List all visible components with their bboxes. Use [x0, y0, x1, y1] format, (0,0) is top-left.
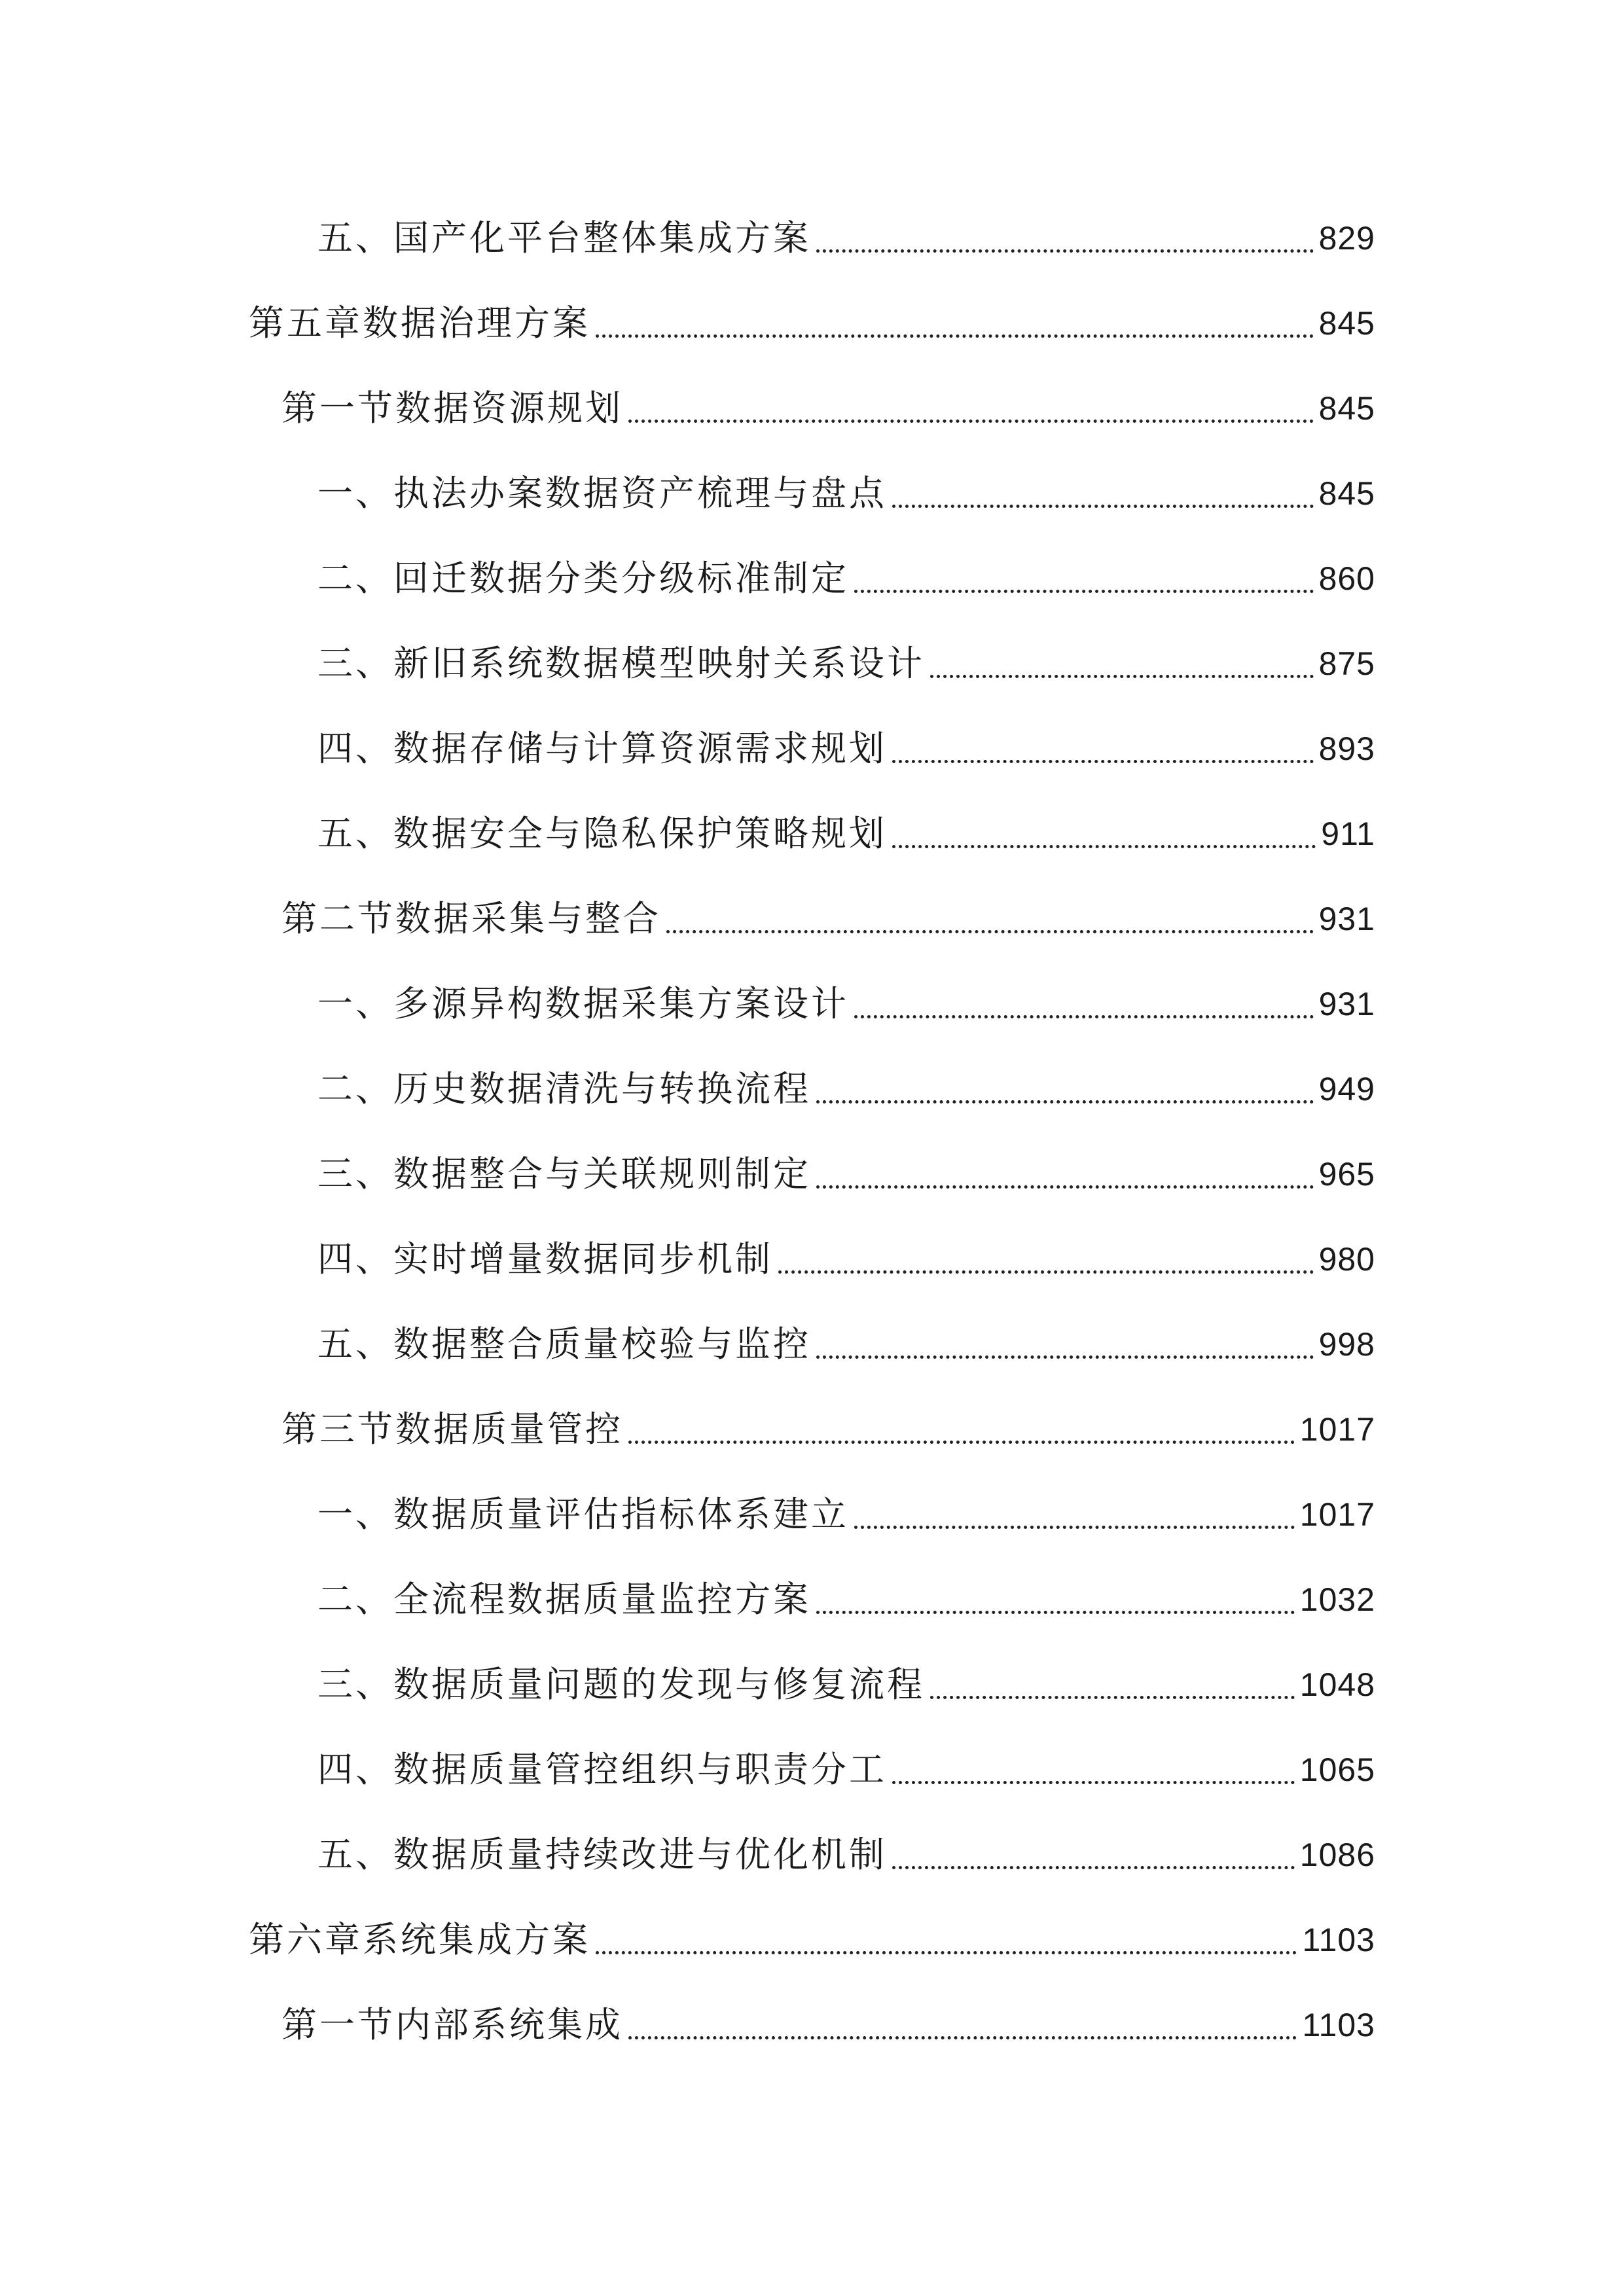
toc-entry-page: 931 — [1318, 986, 1375, 1022]
toc-entry-title: 五、数据整合质量校验与监控 — [317, 1323, 811, 1365]
toc-entry-title: 四、数据存储与计算资源需求规划 — [317, 728, 887, 769]
toc-entry-page: 845 — [1318, 305, 1375, 342]
dot-leader — [816, 249, 1314, 253]
toc-entry-title: 三、新旧系统数据模型映射关系设计 — [317, 643, 925, 684]
toc-entry-page: 931 — [1318, 901, 1375, 937]
toc-entry-page: 829 — [1318, 220, 1375, 257]
dot-leader — [628, 2036, 1297, 2039]
toc-entry[interactable] — [249, 1914, 1375, 1966]
toc-entry-page: 845 — [1318, 475, 1375, 512]
toc-entry-page: 980 — [1318, 1241, 1375, 1278]
toc-entry-title: 二、全流程数据质量监控方案 — [317, 1579, 811, 1620]
toc-entry[interactable] — [317, 467, 1375, 520]
toc-entry-page: 949 — [1318, 1071, 1375, 1107]
dot-leader — [892, 845, 1316, 848]
toc-entry-title: 第一节数据资源规划 — [281, 387, 623, 429]
toc-entry[interactable] — [317, 1659, 1375, 1711]
toc-entry[interactable] — [317, 552, 1375, 605]
toc-entry-page: 1103 — [1302, 1922, 1375, 1958]
dot-leader — [816, 1185, 1314, 1189]
toc-entry[interactable] — [249, 297, 1375, 350]
dot-leader — [596, 334, 1314, 338]
toc-entry[interactable] — [281, 893, 1375, 945]
toc-entry[interactable] — [317, 1233, 1375, 1285]
toc-entry[interactable] — [281, 1403, 1375, 1456]
toc-entry-page: 860 — [1318, 560, 1375, 597]
toc-entry[interactable] — [317, 1829, 1375, 1881]
toc-entry-page: 875 — [1318, 645, 1375, 682]
toc-entry-page: 893 — [1318, 730, 1375, 767]
toc-entry-title: 五、国产化平台整体集成方案 — [317, 217, 811, 259]
toc-entry-page: 998 — [1318, 1326, 1375, 1363]
toc-entry-page: 911 — [1321, 816, 1375, 852]
dot-leader — [816, 1100, 1314, 1103]
dot-leader — [930, 675, 1314, 678]
dot-leader — [816, 1611, 1295, 1614]
toc-entry-title: 二、历史数据清洗与转换流程 — [317, 1068, 811, 1109]
dot-leader — [892, 1866, 1295, 1869]
toc-entry-title: 第二节数据采集与整合 — [281, 898, 661, 939]
toc-entry-page: 1048 — [1299, 1666, 1375, 1703]
toc-entry-page: 1017 — [1299, 1496, 1375, 1533]
dot-leader — [854, 1015, 1314, 1018]
toc-entry-title: 五、数据质量持续改进与优化机制 — [317, 1834, 887, 1875]
toc-entry[interactable] — [317, 978, 1375, 1030]
toc-entry-page: 1017 — [1299, 1411, 1375, 1448]
dot-leader — [854, 590, 1314, 593]
dot-leader — [892, 1781, 1295, 1784]
toc-entry[interactable] — [317, 1573, 1375, 1626]
dot-leader — [628, 1441, 1295, 1444]
toc-entry-page: 1103 — [1302, 2007, 1375, 2043]
toc-entry-title: 五、数据安全与隐私保护策略规划 — [317, 813, 887, 854]
dot-leader — [596, 1951, 1297, 1954]
dot-leader — [930, 1696, 1295, 1699]
dot-leader — [892, 760, 1314, 763]
toc-entry-page: 1032 — [1299, 1581, 1375, 1618]
toc-entry-title: 四、实时增量数据同步机制 — [317, 1238, 773, 1280]
dot-leader — [854, 1526, 1295, 1529]
dot-leader — [628, 420, 1314, 423]
toc-entry[interactable] — [317, 1318, 1375, 1371]
toc-entry[interactable] — [317, 1148, 1375, 1200]
toc-entry-title: 一、执法办案数据资产梳理与盘点 — [317, 473, 887, 514]
toc-entry[interactable] — [317, 1488, 1375, 1541]
dot-leader — [816, 1355, 1314, 1359]
dot-leader — [778, 1270, 1314, 1274]
dot-leader — [892, 505, 1314, 508]
toc-entry-title: 三、数据质量问题的发现与修复流程 — [317, 1664, 925, 1705]
toc-entry-title: 二、回迁数据分类分级标准制定 — [317, 558, 849, 599]
toc-entry-title: 一、多源异构数据采集方案设计 — [317, 983, 849, 1024]
toc-entry-title: 第六章系统集成方案 — [249, 1919, 590, 1960]
toc-entry[interactable] — [281, 1999, 1375, 2051]
toc-entry[interactable] — [317, 212, 1375, 264]
dot-leader — [666, 930, 1314, 933]
toc-entry[interactable] — [317, 1744, 1375, 1796]
toc-entry-page: 845 — [1318, 390, 1375, 427]
toc-entry-title: 第五章数据治理方案 — [249, 302, 590, 344]
toc-entry[interactable] — [317, 1063, 1375, 1115]
toc-entry-page: 1086 — [1299, 1837, 1375, 1873]
toc-entry[interactable] — [317, 723, 1375, 775]
toc-entry-page: 1065 — [1299, 1751, 1375, 1788]
toc-entry-title: 四、数据质量管控组织与职责分工 — [317, 1749, 887, 1790]
toc-entry-title: 一、数据质量评估指标体系建立 — [317, 1494, 849, 1535]
toc-entry-page: 965 — [1318, 1156, 1375, 1193]
toc-entry-title: 第三节数据质量管控 — [281, 1408, 623, 1450]
toc-entry[interactable] — [317, 637, 1375, 690]
toc-entry-title: 第一节内部系统集成 — [281, 2004, 623, 2045]
toc-entry[interactable] — [317, 808, 1375, 860]
toc-entry[interactable] — [281, 382, 1375, 435]
toc-entry-title: 三、数据整合与关联规则制定 — [317, 1153, 811, 1194]
